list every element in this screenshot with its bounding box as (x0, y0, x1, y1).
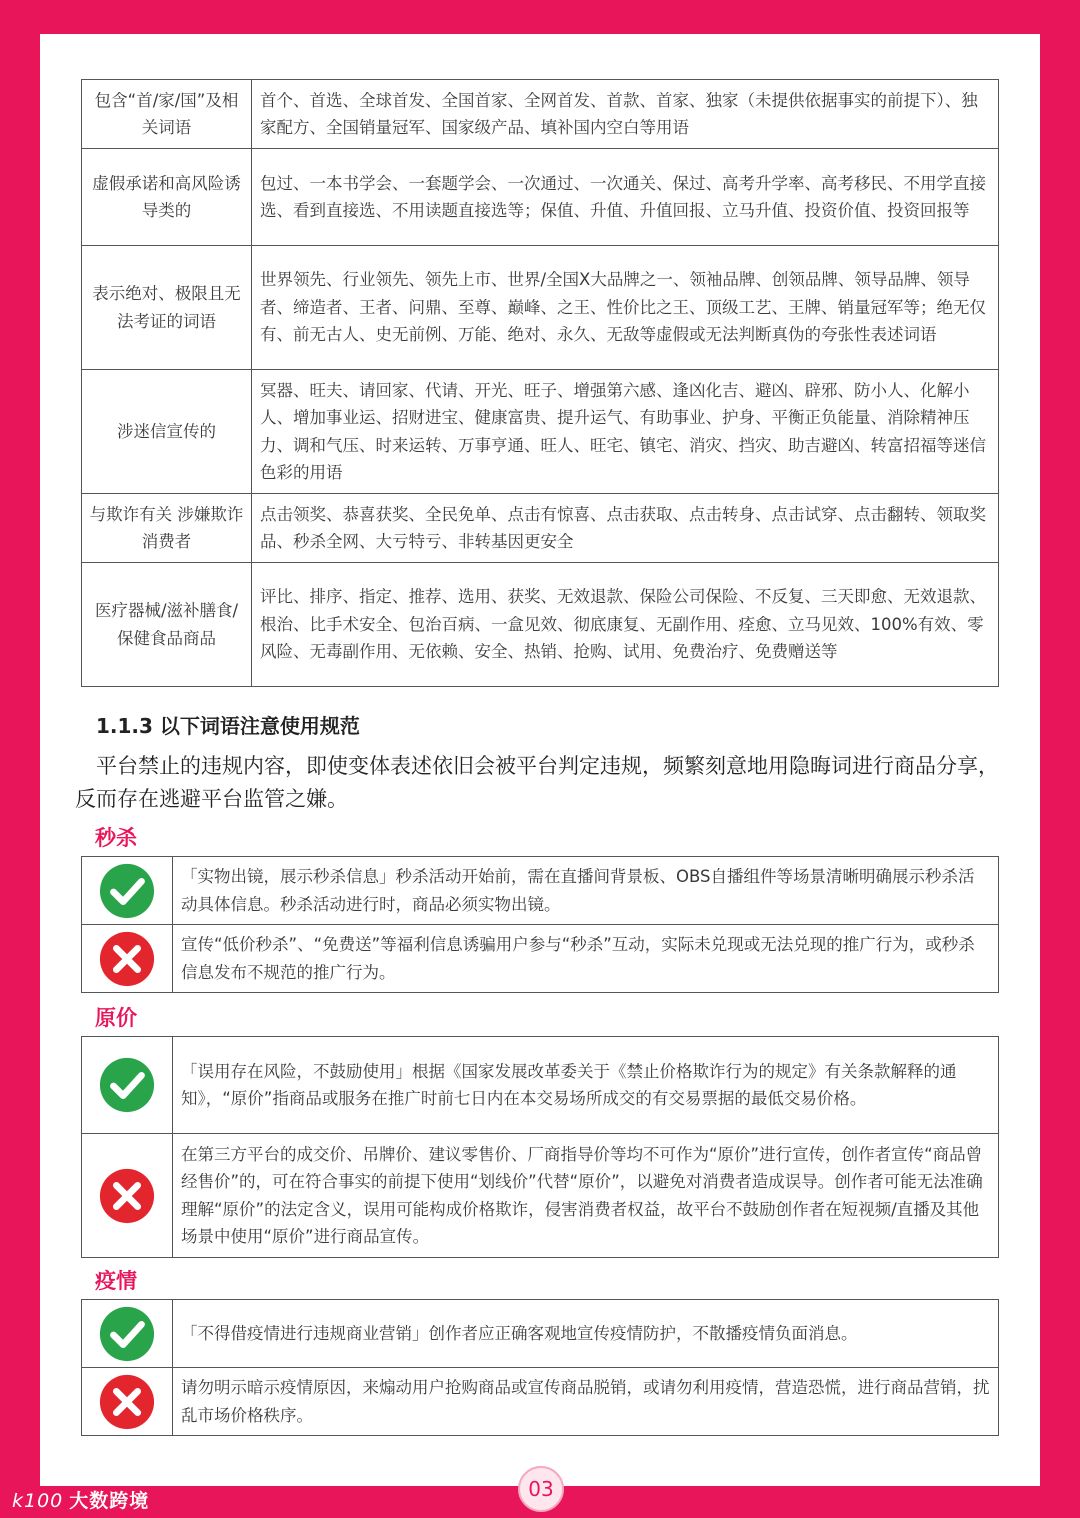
check-circle-icon (98, 1056, 156, 1114)
table-row (82, 1300, 999, 1368)
forbidden-text: 请勿明示暗示疫情原因，来煽动用户抢购商品或宣传商品脱销，或请勿利用疫情，营造恐慌，进行商品营销，扰乱市场价格秩序。 (173, 1368, 999, 1436)
check-circle-icon (98, 1305, 156, 1363)
forbidden-text: 在第三方平台的成交价、吊牌价、建议零售价、厂商指导价等均不可作为“原价”进行宣传，创作者宣传“商品曾经售价”的，可在符合事实的前提下使用“划线价”代替“原价”，以避免对消费者造成误导。创作者可能无法准确理解“原价”的法定含义，误用可能构成价格欺诈，侵害消费者权益，故平台不鼓励创作者在短视频/直播及其他场景中使用“原价”进行商品宣传。 (173, 1134, 999, 1258)
allowed-text: 「误用存在风险，不鼓励使用」根据《国家发展改革委关于《禁止价格欺诈行为的规定》有关条款解释的通知》，“原价”指商品或服务在推广时前七日内在本交易场所成交的有交易票据的最低交易价格。 (173, 1037, 999, 1134)
words-cell: 世界领先、行业领先、领先上市、世界/全国X大品牌之一、领袖品牌、创领品牌、领导品牌、领导者、缔造者、王者、问鼎、至尊、巅峰、之王、性价比之王、顶级工艺、王牌、销量冠军等；绝无仅有、前无古人、史无前例、万能、绝对、永久、无敌等虚假或无法判断真伪的夸张性表述词语 (252, 246, 999, 370)
table-row (82, 1037, 999, 1134)
category-cell: 医疗器械/滋补膳食/保健食品商品 (82, 563, 252, 687)
rules-table-original-price (81, 1036, 999, 1258)
allowed-text: 「不得借疫情进行违规商业营销」创作者应正确客观地宣传疫情防护，不散播疫情负面消息。 (173, 1300, 999, 1368)
table-row (82, 1368, 999, 1436)
page-number: 03 (518, 1466, 564, 1512)
table-row (82, 494, 999, 563)
table-row (82, 246, 999, 370)
brand-watermark (12, 1486, 149, 1513)
words-cell: 包过、一本书学会、一套题学会、一次通过、一次通关、保过、高考升学率、高考移民、不用学直接选、看到直接选、不用读题直接选等；保值、升值、升值回报、立马升值、投资价值、投资回报等 (252, 149, 999, 246)
prohibited-words-table (81, 79, 999, 687)
table-row (82, 925, 999, 993)
cross-circle-icon (98, 1167, 156, 1225)
brand-name: 大数跨境 (69, 1490, 150, 1512)
category-cell: 包含“首/家/国”及相关词语 (82, 80, 252, 149)
forbidden-icon-cell (82, 1134, 173, 1258)
table-row (82, 149, 999, 246)
table-row (82, 370, 999, 494)
table-row (82, 857, 999, 925)
allowed-icon-cell (82, 1037, 173, 1134)
allowed-text: 「实物出镜，展示秒杀信息」秒杀活动开始前，需在直播间背景板、OBS自播组件等场景清晰明确展示秒杀活动具体信息。秒杀活动进行时，商品必须实物出镜。 (173, 857, 999, 925)
rules-table-epidemic (81, 1299, 999, 1436)
section-title-seckill: 秒杀 (95, 826, 137, 850)
words-cell: 点击领奖、恭喜获奖、全民免单、点击有惊喜、点击获取、点击转身、点击试穿、点击翻转、领取奖品、秒杀全网、大亏特亏、非转基因更安全 (252, 494, 999, 563)
forbidden-icon-cell (82, 1368, 173, 1436)
category-cell: 涉迷信宣传的 (82, 370, 252, 494)
words-cell: 冥器、旺夫、请回家、代请、开光、旺子、增强第六感、逢凶化吉、避凶、辟邪、防小人、化解小人、增加事业运、招财进宝、健康富贵、提升运气、有助事业、护身、平衡正负能量、消除精神压力、调和气压、时来运转、万事亨通、旺人、旺宅、镇宅、消灾、挡灾、助吉避凶、转富招福等迷信色彩的用语 (252, 370, 999, 494)
table-row (82, 80, 999, 149)
rules-table-seckill (81, 856, 999, 993)
section-title-original-price: 原价 (95, 1006, 137, 1030)
intro-paragraph: 平台禁止的违规内容，即使变体表述依旧会被平台判定违规，频繁刻意地用隐晦词进行商品分享，反而存在逃避平台监管之嫌。 (75, 754, 999, 811)
table-row (82, 1134, 999, 1258)
words-cell: 评比、排序、指定、推荐、选用、获奖、无效退款、保险公司保险、不反复、三天即愈、无效退款、根治、比手术安全、包治百病、一盒见效、彻底康复、无副作用、痊愈、立马见效、100%有效、零风险、无毒副作用、无依赖、安全、热销、抢购、试用、免费治疗、免费赠送等 (252, 563, 999, 687)
brand-logo: k100 (12, 1490, 64, 1512)
allowed-icon-cell (82, 857, 173, 925)
category-cell: 表示绝对、极限且无法考证的词语 (82, 246, 252, 370)
forbidden-icon-cell (82, 925, 173, 993)
category-cell: 与欺诈有关 涉嫌欺诈消费者 (82, 494, 252, 563)
words-cell: 首个、首选、全球首发、全国首家、全网首发、首款、首家、独家（未提供依据事实的前提下）、独家配方、全国销量冠军、国家级产品、填补国内空白等用语 (252, 80, 999, 149)
forbidden-text: 宣传“低价秒杀”、“免费送”等福利信息诱骗用户参与“秒杀”互动，实际未兑现或无法兑现的推广行为，或秒杀信息发布不规范的推广行为。 (173, 925, 999, 993)
section-heading: 1.1.3 以下词语注意使用规范 (96, 714, 360, 738)
check-circle-icon (98, 862, 156, 920)
cross-circle-icon (98, 1373, 156, 1431)
category-cell: 虚假承诺和高风险诱导类的 (82, 149, 252, 246)
section-title-epidemic: 疫情 (95, 1269, 137, 1293)
table-row (82, 563, 999, 687)
allowed-icon-cell (82, 1300, 173, 1368)
cross-circle-icon (98, 930, 156, 988)
